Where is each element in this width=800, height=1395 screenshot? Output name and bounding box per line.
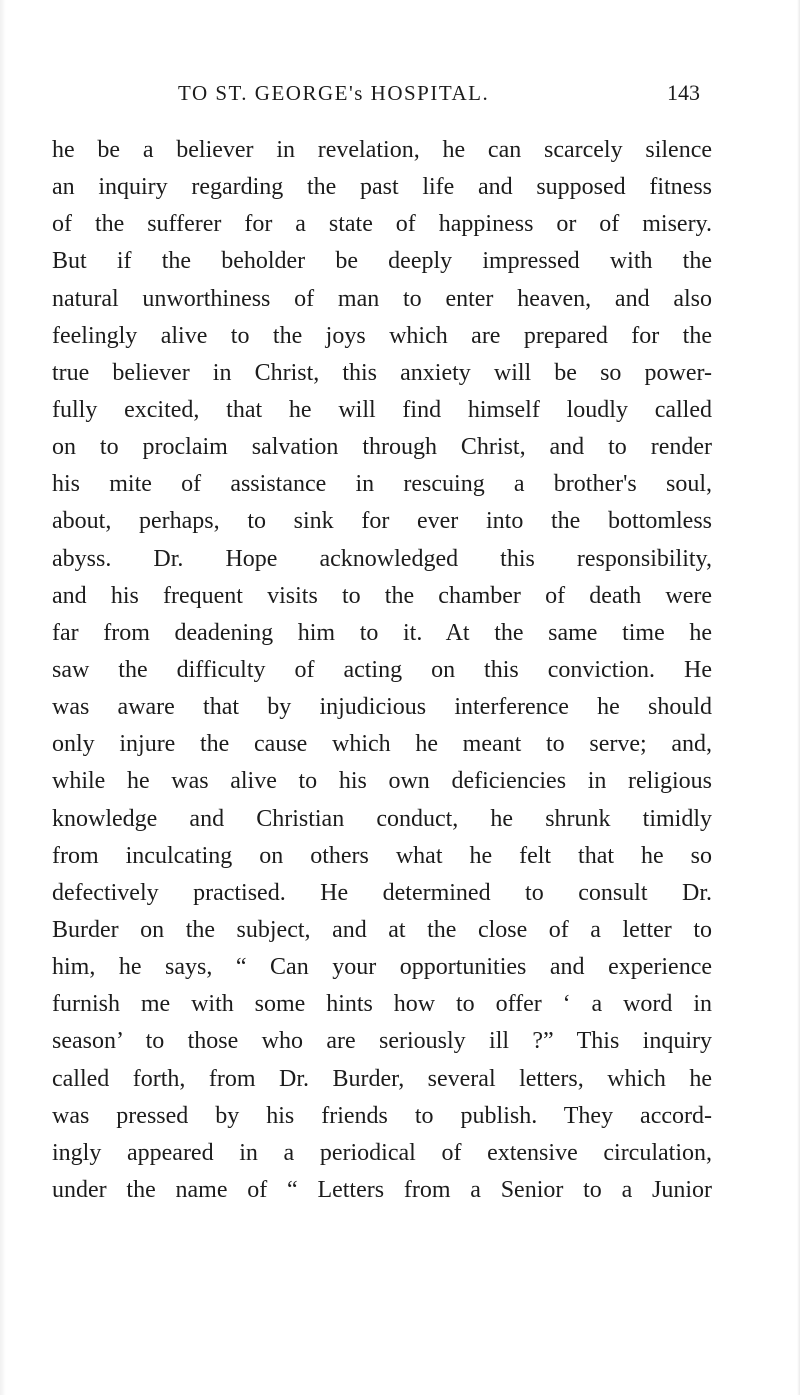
text-line: of the sufferer for a state of happiness or of misery. bbox=[52, 211, 712, 238]
text-line: and his frequent visits to the chamber of death were bbox=[52, 582, 712, 609]
text-line: ingly appeared in a periodical of extensive circulation, bbox=[52, 1139, 712, 1166]
running-title: TO ST. GEORGE's HOSPITAL. bbox=[178, 81, 490, 105]
text-line: called forth, from Dr. Burder, several letters, which he bbox=[52, 1065, 712, 1092]
text-line: on to proclaim salvation through Christ, and to render bbox=[52, 434, 712, 461]
text-line: from inculcating on others what he felt that he so bbox=[52, 842, 712, 869]
text-line: about, perhaps, to sink for ever into the bottomless bbox=[52, 508, 712, 535]
text-line: was pressed by his friends to publish. They accord- bbox=[52, 1102, 712, 1129]
text-line: only injure the cause which he meant to serve; and, bbox=[52, 731, 712, 758]
text-line: was aware that by injudicious interference he should bbox=[52, 694, 712, 721]
text-line: But if the beholder be deeply impressed with the bbox=[52, 248, 712, 275]
text-line: true believer in Christ, this anxiety will be so power- bbox=[52, 359, 712, 386]
text-line: knowledge and Christian conduct, he shrunk timidly bbox=[52, 805, 712, 832]
page-number: 143 bbox=[667, 80, 700, 105]
text-line: feelingly alive to the joys which are prepared for the bbox=[52, 322, 712, 349]
text-line: fully excited, that he will find himself loudly called bbox=[52, 396, 712, 423]
page-edge-shadow bbox=[0, 0, 6, 1395]
running-head bbox=[178, 76, 700, 110]
text-line: defectively practised. He determined to consult Dr. bbox=[52, 879, 712, 906]
text-line: natural unworthiness of man to enter heaven, and also bbox=[52, 285, 712, 312]
text-line: far from deadening him to it. At the same time he bbox=[52, 619, 712, 646]
text-line: season’ to those who are seriously ill ?” This inquiry bbox=[52, 1028, 712, 1055]
text-line: abyss. Dr. Hope acknowledged this responsibility, bbox=[52, 545, 712, 572]
text-line: under the name of “ Letters from a Senior to a Junior bbox=[52, 1176, 712, 1203]
text-line: his mite of assistance in rescuing a brother's soul, bbox=[52, 471, 712, 498]
text-line: while he was alive to his own deficiencies in religious bbox=[52, 768, 712, 795]
text-line: an inquiry regarding the past life and supposed fitness bbox=[52, 174, 712, 201]
text-line: him, he says, “ Can your opportunities and experience bbox=[52, 954, 712, 981]
body-text bbox=[52, 132, 712, 1209]
text-line: Burder on the subject, and at the close of a letter to bbox=[52, 916, 712, 943]
text-line: furnish me with some hints how to offer ‘ a word in bbox=[52, 991, 712, 1018]
text-line: saw the difficulty of acting on this conviction. He bbox=[52, 656, 712, 683]
text-line: he be a believer in revelation, he can scarcely silence bbox=[52, 137, 712, 163]
